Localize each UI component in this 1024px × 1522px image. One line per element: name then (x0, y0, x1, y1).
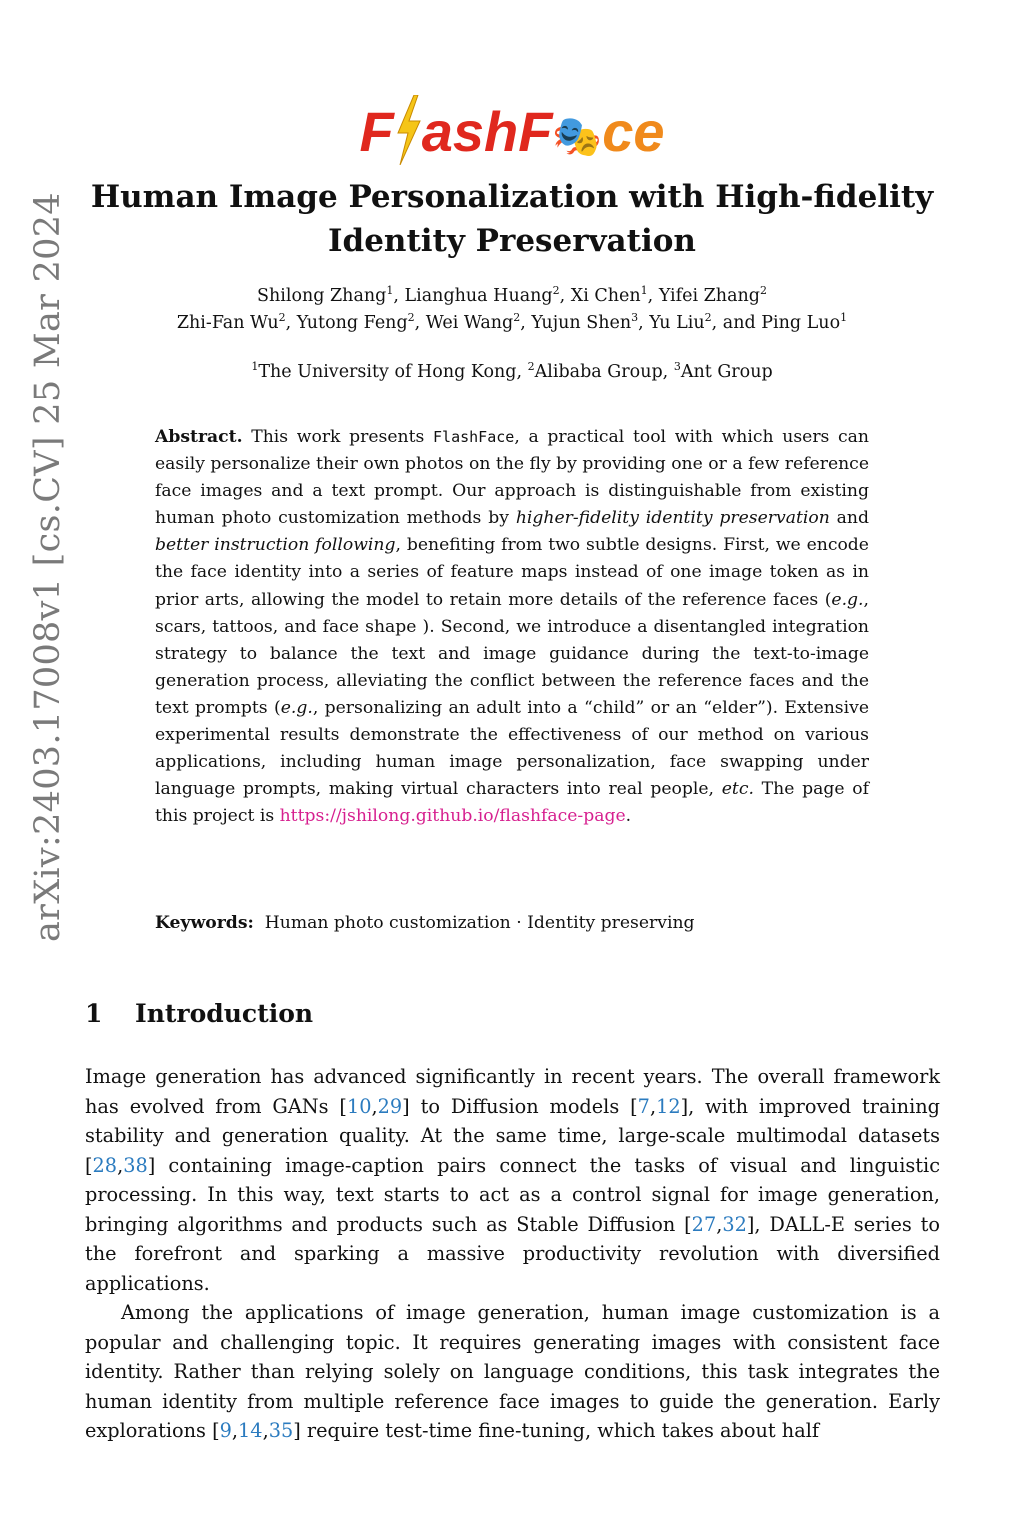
author-name: Xi Chen (570, 286, 641, 306)
introduction-body (85, 1062, 940, 1446)
title-line-2: Identity Preservation (328, 223, 696, 259)
intro-paragraph-2 (85, 1298, 940, 1446)
abstract-emphasis: e.g. (280, 697, 313, 718)
citation-link[interactable]: 7 (637, 1094, 650, 1118)
keywords-text: Human photo customization · Identity preserving (264, 913, 695, 933)
citation-link[interactable]: 32 (722, 1212, 747, 1236)
section-title: Introduction (135, 999, 314, 1028)
affiliation-name: The University of Hong Kong (258, 362, 517, 382)
author-affiliation: 3 (631, 311, 639, 325)
abstract-text: , personalizing an adult into a “child” or an “elder”). Extensive experimental results demonstrate the effectiveness of our method on various applications, including human image personalization, face swapping under language prompts, making virtual characters into real people, (155, 697, 870, 800)
abstract-emphasis: better instruction following (155, 535, 396, 556)
theater-mask-icon: 🎭 (552, 114, 603, 159)
citation-link[interactable]: 14 (238, 1419, 263, 1442)
abstract-text: The page of this project is (155, 779, 869, 827)
intro-text: , (231, 1419, 239, 1442)
abstract-text: and (829, 508, 869, 529)
intro-text: Among the applications of image generation, human image customization is a popular and challenging topic. It requires generating images with consistent face identity. Rather than relying solely on language conditions, this task integrates the human identity from multiple reference face images to guide the generation. Early explorations [ (85, 1301, 940, 1442)
intro-text: ] require test-time fine-tuning, which takes about half (293, 1419, 820, 1442)
affiliation-name: Ant Group (680, 362, 773, 382)
affiliation-list: $^1$The University of Hong Kong, $^2$Alibaba Group, $^3$Ant Group (251, 360, 773, 382)
section-number: 1 (85, 999, 103, 1028)
abstract-emphasis: higher-fidelity identity preservation (515, 508, 830, 529)
author-affiliation: 2 (513, 311, 521, 325)
citation-link[interactable]: 27 (691, 1212, 717, 1236)
author-affiliation: 2 (759, 284, 767, 298)
lightning-bolt-icon (394, 95, 422, 178)
paper-title (60, 175, 964, 263)
author-affiliation: 2 (704, 311, 712, 325)
author-name: Ping Luo (761, 313, 841, 333)
abstract-text: , benefiting from two subtle designs. First, we encode the face identity into a series of feature maps instead of one image token as in prior arts, allowing the model to retain more details of the reference faces ( (155, 535, 869, 610)
abstract-text: . (625, 806, 632, 827)
intro-text: ], DALL-E series to the forefront and sparking a massive productivity revolution with diversified applications. (85, 1212, 940, 1295)
affiliation-number: 2 (527, 360, 535, 374)
author-name: Wei Wang (425, 313, 514, 333)
author-affiliation: 1 (640, 284, 648, 298)
affiliation-number: 1 (251, 360, 259, 374)
citation-link[interactable]: 38 (123, 1153, 148, 1177)
author-name: Zhi-Fan Wu (176, 313, 279, 333)
project-page-link[interactable]: https://jshilong.github.io/flashface-page (279, 806, 626, 827)
author-list: Shilong Zhang$^1$, Lianghua Huang$^2$, Xi Chen$^1$, Yifei Zhang$^2$ Zhi-Fan Wu$^2$, Yutong Feng$^2$, Wei Wang$^2$, Yujun Shen$^3$, Yu Liu$^2$, and Ping Luo$^1$ (176, 284, 848, 333)
intro-text: Image generation has advanced significantly in recent years. The overall framework has evolved from GANs [ (85, 1065, 940, 1118)
author-affiliation: 2 (278, 311, 286, 325)
citation-link[interactable]: 28 (92, 1153, 118, 1177)
affiliation-name: Alibaba Group (534, 362, 663, 382)
intro-text: , (716, 1212, 723, 1236)
abstract (155, 424, 869, 830)
intro-text: , (649, 1094, 657, 1118)
intro-text: ] containing image-caption pairs connect the tasks of visual and linguistic processing. In this way, text starts to act as a control signal for image generation, bringing algorithms and products such as Stable Diffusion [ (85, 1153, 940, 1236)
flashface-logo (0, 95, 1024, 178)
logo-letter-f: F (359, 100, 394, 164)
intro-text: , (117, 1153, 124, 1177)
author-affiliation: 2 (407, 311, 415, 325)
author-affiliation: 1 (840, 311, 848, 325)
intro-text: ], with improved training stability and generation quality. At the same time, large-scale multimodal datasets [ (85, 1094, 940, 1177)
author-affiliation: 1 (386, 284, 394, 298)
keywords (155, 910, 869, 937)
logo-word-ashf: ashF (421, 100, 553, 164)
abstract-emphasis: etc. (721, 779, 754, 800)
keywords-label: Keywords: (155, 913, 254, 933)
intro-text: ] to Diffusion models [ (402, 1094, 638, 1118)
author-name: Yutong Feng (296, 313, 408, 333)
citation-link[interactable]: 35 (268, 1419, 294, 1442)
abstract-text: This work presents (251, 427, 434, 447)
intro-paragraph-1 (85, 1062, 940, 1298)
affiliation-number: 3 (673, 360, 681, 374)
intro-text: , (262, 1419, 269, 1442)
abstract-text: , scars, tattoos, and face shape ). Second, we introduce a disentangled integration strategy to balance the text and image guidance during the text-to-image generation process, alleviating the conflict between the reference faces and the text prompts ( (155, 589, 869, 718)
author-name: Yu Liu (649, 313, 705, 333)
abstract-label: Abstract. (155, 427, 243, 447)
abstract-text: , a practical tool with which users can easily personalize their own photos on the fly by providing one or a few reference face images and a text prompt. Our approach is distinguishable from existing human photo customization methods by (155, 427, 869, 529)
abstract-emphasis: e.g. (831, 589, 864, 610)
citation-link[interactable]: 9 (219, 1419, 232, 1442)
and-word: and (722, 313, 756, 333)
title-line-1: Human Image Personalization with High-fidelity (90, 179, 934, 215)
citation-link[interactable]: 10 (346, 1094, 372, 1118)
author-name: Shilong Zhang (257, 286, 387, 306)
intro-text: , (371, 1094, 378, 1118)
author-affiliation: 2 (552, 284, 560, 298)
section-heading (85, 996, 313, 1032)
arxiv-identifier: arXiv:2403.17008v1 [cs.CV] 25 Mar 2024 (28, 192, 68, 942)
method-name: FlashFace (433, 428, 515, 446)
author-name: Yifei Zhang (658, 286, 760, 306)
logo-word-ce: ce (602, 100, 665, 164)
citation-link[interactable]: 12 (656, 1094, 681, 1118)
author-name: Yujun Shen (531, 313, 632, 333)
author-name: Lianghua Huang (404, 286, 553, 306)
citation-link[interactable]: 29 (377, 1094, 403, 1118)
